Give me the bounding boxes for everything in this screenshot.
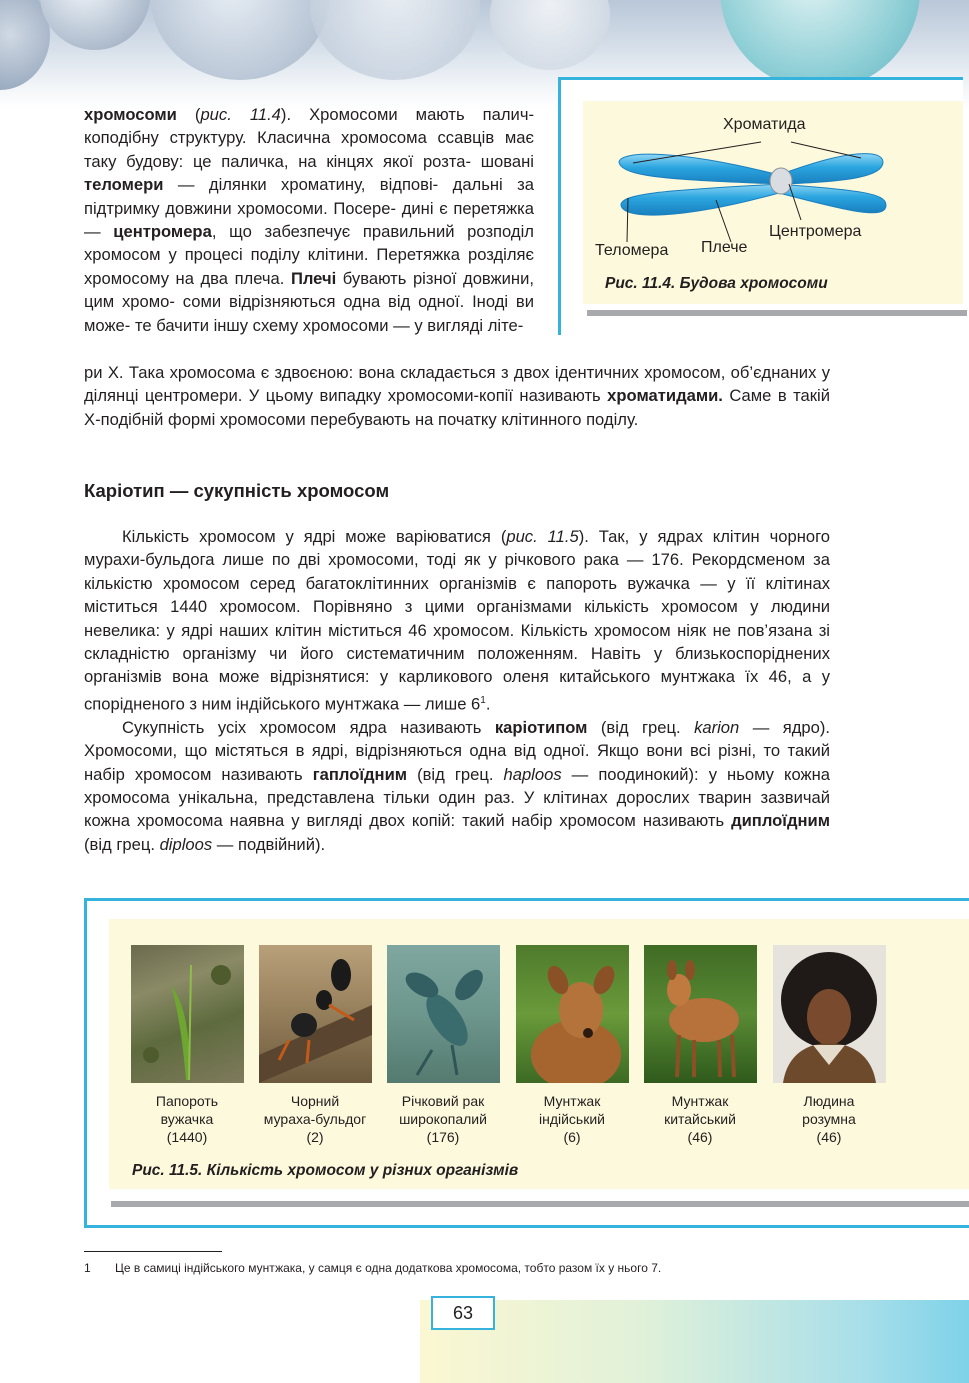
figure-reference: рис. 11.5 bbox=[506, 527, 579, 546]
page-number: 63 bbox=[431, 1296, 495, 1330]
chromosome-count: (46) bbox=[816, 1129, 842, 1145]
term-chromosomes: хромосоми bbox=[84, 105, 177, 124]
section-heading: Каріотип — сукупність хромосом bbox=[84, 480, 390, 501]
text-fragment: ). Так, у ядрах клітин чорного мурахи-бульдога лише по дві хромосоми, тоді як у річкового рака — 176. Рекордсменом за кількістю хромосом серед багатоклітинних організмів є папороть вужачка — у її клітинах міститься 1440 хромосом. Порівняно з цими організмами кількість хромосом у людини невелика: у ядрі наших клітин міститься 46 хромосом. Кількість хромосом ніяк не пов’язана зі складністю організму чи його систематичним положенням. Навіть у близькоспоріднених організмів вона може відрізнятися: у карликового оленя китайського мунтжака їх 46, а у спорідненого з ним індійського мунтжака — лише 6 bbox=[84, 527, 831, 714]
label-telomere: Теломера bbox=[595, 242, 669, 259]
text-fragment: соми відрізняються одна від одної. Іноді ви може- bbox=[84, 292, 534, 335]
text-fragment: , що забезпечує bbox=[211, 222, 351, 242]
text-fragment: те бачити іншу схему хромосоми — у вигляді літе- bbox=[134, 315, 524, 335]
cell-image bbox=[310, 0, 480, 80]
organism-name: Мунтжак bbox=[671, 1093, 729, 1109]
photo-adders-tongue-fern bbox=[131, 945, 244, 1083]
footnote bbox=[84, 1261, 661, 1275]
footer-background bbox=[420, 1300, 969, 1383]
organism-name: вужачка bbox=[160, 1111, 214, 1127]
text-fragment: (від грец. bbox=[407, 764, 504, 784]
text-fragment: (від грец. bbox=[587, 717, 695, 737]
text-fragment: — поодинокий): у ньому кожна хромосома унікальна, представлена тільки один раз. У клітинах дорослих тварин зазвичай кожна хромосома наявна у вигляді двох копій: такий набір хромосом називають bbox=[84, 764, 830, 831]
text-fragment: ). Хромосоми мають палич- bbox=[280, 105, 534, 124]
footnote-number: 1 bbox=[84, 1261, 91, 1275]
organism-label bbox=[502, 1092, 642, 1146]
text-fragment: має таку будову: це паличка, на кінцях якої розта- bbox=[84, 128, 534, 171]
figure-caption: Рис. 11.5. Кількість хромосом у різних організмів bbox=[132, 1162, 519, 1179]
chromosome-count: (1440) bbox=[166, 1129, 208, 1145]
term-haploid: гаплоїдним bbox=[312, 764, 408, 784]
text-fragment: — ядро). Хромосоми, що містяться в ядрі, відрізняються одна від одної. Якщо вони всі різні, то такий набір хромосом називають bbox=[84, 717, 830, 784]
text-fragment: дальні за підтримку довжини хромосоми. Посере- bbox=[84, 175, 534, 218]
figure-reference: рис. 11.4 bbox=[200, 105, 281, 124]
term-centromere: центромера bbox=[113, 222, 212, 242]
text-fragment: шовані bbox=[480, 151, 534, 171]
text-fragment: (від грец. bbox=[84, 834, 160, 854]
chromosome-count: (2) bbox=[306, 1129, 324, 1145]
label-chromatid: Хроматида bbox=[723, 116, 806, 133]
term-arms: Плечі bbox=[290, 268, 337, 288]
text-fragment: об’єднаних у ділянці центромери. У цьому випадку хромосоми-копії називають bbox=[84, 363, 830, 406]
text-fragment: . bbox=[485, 694, 491, 714]
term-chromatids: хроматидами. bbox=[607, 386, 723, 406]
chromosome-count: (46) bbox=[687, 1129, 713, 1145]
figure-shadow bbox=[111, 1201, 969, 1207]
organism-label bbox=[117, 1092, 257, 1146]
photo-chinese-muntjac bbox=[644, 945, 757, 1083]
photo-bulldog-ant bbox=[259, 945, 372, 1083]
text-fragment: клітини. Перетяжка розділяє хромосому на два bbox=[84, 245, 534, 288]
organism-name: мураха-бульдог bbox=[263, 1111, 367, 1127]
organism-name: Річковий рак bbox=[401, 1093, 485, 1109]
section-body bbox=[84, 525, 830, 856]
organism-label bbox=[759, 1092, 899, 1146]
organism-name: Чорний bbox=[290, 1093, 340, 1109]
intro-paragraph bbox=[84, 103, 534, 337]
organism-name: широкопалий bbox=[399, 1111, 487, 1127]
photo-indian-muntjac bbox=[516, 945, 629, 1083]
footnote-separator bbox=[84, 1251, 222, 1252]
photo-crayfish bbox=[387, 945, 500, 1083]
figure-chromosome-counts bbox=[84, 898, 969, 1228]
photo-human bbox=[773, 945, 886, 1083]
figure-chromosome-structure bbox=[558, 77, 963, 335]
organism-name: Мунтжак bbox=[543, 1093, 601, 1109]
text-fragment: правильний розподіл хромосом у процесі поділу bbox=[84, 222, 534, 265]
footnote-text: Це в самиці індійського мунтжака, у самця є одна додаткова хромосома, тобто разом їх у нього 7. bbox=[115, 1261, 662, 1275]
figure-caption: Рис. 11.4. Будова хромосоми bbox=[605, 275, 828, 292]
term-karyotype: каріотипом bbox=[494, 717, 588, 737]
chromosome-count: (176) bbox=[426, 1129, 460, 1145]
label-arm: Плече bbox=[701, 239, 748, 256]
organism-name: розумна bbox=[802, 1111, 856, 1127]
organism-name: Людина bbox=[803, 1093, 855, 1109]
cell-image bbox=[40, 0, 150, 50]
greek-term: karion bbox=[694, 717, 740, 737]
chromosome-count: (6) bbox=[563, 1129, 581, 1145]
intro-paragraph-continued bbox=[84, 361, 830, 431]
cell-image bbox=[490, 0, 610, 70]
organism-label bbox=[630, 1092, 770, 1146]
text-fragment: дині є перетяжка — bbox=[84, 198, 534, 242]
text-fragment: коподібну структуру. Класична хромосома ссавців bbox=[84, 128, 495, 148]
text-fragment: — ділянки хроматину, відпові- bbox=[163, 175, 439, 195]
organism-name: індійський bbox=[538, 1111, 605, 1127]
organism-name: Папороть bbox=[155, 1093, 219, 1109]
text-fragment: Сукупність усіх хромосом ядра називають bbox=[122, 717, 495, 737]
label-centromere: Центромера bbox=[769, 223, 862, 240]
organism-label bbox=[373, 1092, 513, 1146]
text-fragment: плеча. bbox=[234, 268, 291, 288]
footnote-marker: 1 bbox=[480, 694, 486, 706]
greek-term: haploos bbox=[503, 764, 562, 784]
paragraph-karyotype bbox=[84, 716, 830, 856]
text-fragment: — подвійний). bbox=[212, 834, 326, 854]
greek-term: diploos bbox=[159, 834, 213, 854]
organism-label bbox=[245, 1092, 385, 1146]
organism-name: китайський bbox=[664, 1111, 736, 1127]
cell-image bbox=[150, 0, 330, 80]
text-fragment: ( bbox=[176, 105, 201, 124]
text-fragment: Кількість хромосом у ядрі може варіюватися ( bbox=[122, 527, 507, 546]
term-telomeres: теломери bbox=[84, 175, 164, 195]
paragraph-chromosome-count bbox=[84, 525, 830, 716]
term-diploid: диплоїдним bbox=[731, 811, 830, 831]
text-fragment: клітинного поділу. bbox=[501, 409, 639, 429]
chromosome-shape bbox=[619, 154, 886, 215]
text-fragment: ри Х. Така хромосома є здвоєною: вона складається з двох ідентичних хромосом, bbox=[84, 363, 726, 382]
text-fragment: Саме в такій Х-подібній формі хромосоми перебувають на початку bbox=[84, 386, 830, 429]
text-fragment: бувають різної довжини, цим хромо- bbox=[84, 268, 534, 312]
